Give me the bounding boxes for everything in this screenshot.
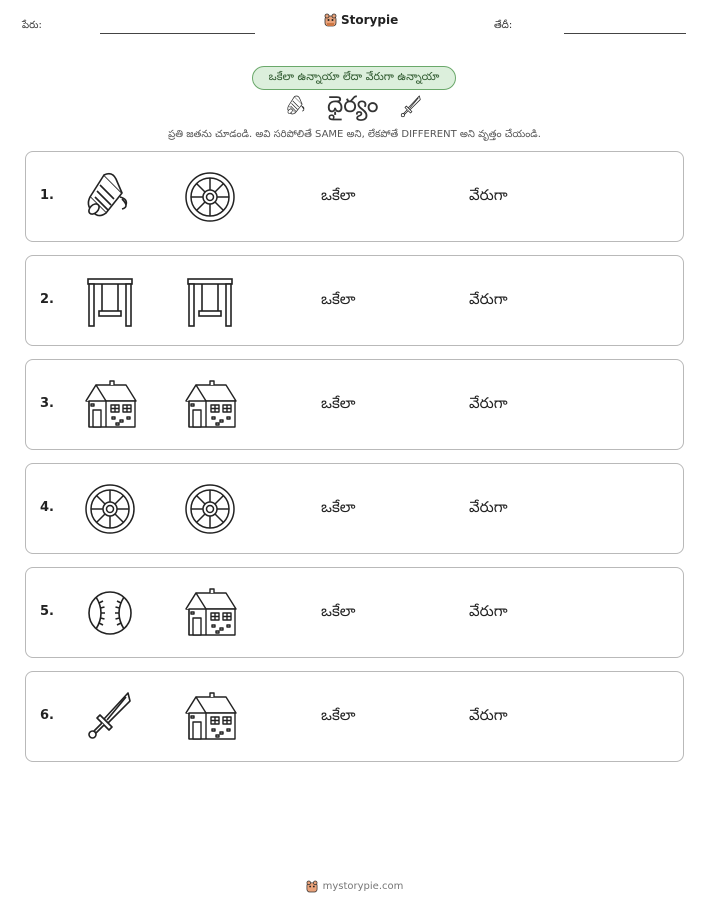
shield-icon — [182, 481, 238, 537]
house-icon — [82, 377, 138, 433]
vocabulary-word: ధైర్యం — [327, 92, 379, 118]
brand-name: Storypie — [341, 13, 399, 27]
exercise-row — [25, 255, 684, 346]
exercise-row — [25, 463, 684, 554]
row-number: 4. — [40, 500, 54, 515]
different-option[interactable]: వేరుగా — [469, 602, 508, 620]
scroll-icon — [82, 169, 138, 225]
same-option[interactable]: ఒకేలా — [321, 186, 356, 204]
row-number: 5. — [40, 604, 54, 619]
name-line[interactable] — [100, 33, 255, 34]
different-option[interactable]: వేరుగా — [469, 394, 508, 412]
different-option[interactable]: వేరుగా — [469, 186, 508, 204]
date-line[interactable] — [564, 33, 686, 34]
sword-icon — [82, 689, 138, 745]
word-row — [0, 92, 709, 122]
swing-icon — [182, 273, 238, 329]
sword-icon — [398, 93, 424, 121]
house-icon — [182, 377, 238, 433]
shield-icon — [82, 481, 138, 537]
different-option[interactable]: వేరుగా — [469, 706, 508, 724]
storypie-mascot-icon — [324, 13, 337, 27]
swing-icon — [82, 273, 138, 329]
scroll-icon — [285, 92, 309, 120]
worksheet-title: ఒకేలా ఉన్నాయా లేదా వేరుగా ఉన్నాయా — [252, 66, 456, 90]
shield-icon — [182, 169, 238, 225]
exercise-row — [25, 359, 684, 450]
row-number: 3. — [40, 396, 54, 411]
footer-url[interactable]: mystorypie.com — [322, 881, 404, 892]
exercise-row — [25, 151, 684, 242]
house-icon — [182, 585, 238, 641]
same-option[interactable]: ఒకేలా — [321, 706, 356, 724]
brand-logo — [324, 13, 398, 27]
date-label: తేదీ: — [494, 20, 513, 31]
baseball-icon — [82, 585, 138, 641]
house-icon — [182, 689, 238, 745]
same-option[interactable]: ఒకేలా — [321, 290, 356, 308]
same-option[interactable]: ఒకేలా — [321, 498, 356, 516]
different-option[interactable]: వేరుగా — [469, 290, 508, 308]
name-label: పేరు: — [22, 20, 42, 31]
exercise-row — [25, 671, 684, 762]
footer — [0, 880, 709, 893]
storypie-mascot-icon — [306, 880, 318, 893]
same-option[interactable]: ఒకేలా — [321, 394, 356, 412]
different-option[interactable]: వేరుగా — [469, 498, 508, 516]
row-number: 1. — [40, 188, 54, 203]
row-number: 2. — [40, 292, 54, 307]
instructions: ప్రతి జతను చూడండి. అవి సరిపోలితే SAME అని, లేకపోతే DIFFERENT అని వృత్తం చేయండి. — [168, 129, 541, 140]
exercise-row — [25, 567, 684, 658]
row-number: 6. — [40, 708, 54, 723]
same-option[interactable]: ఒకేలా — [321, 602, 356, 620]
